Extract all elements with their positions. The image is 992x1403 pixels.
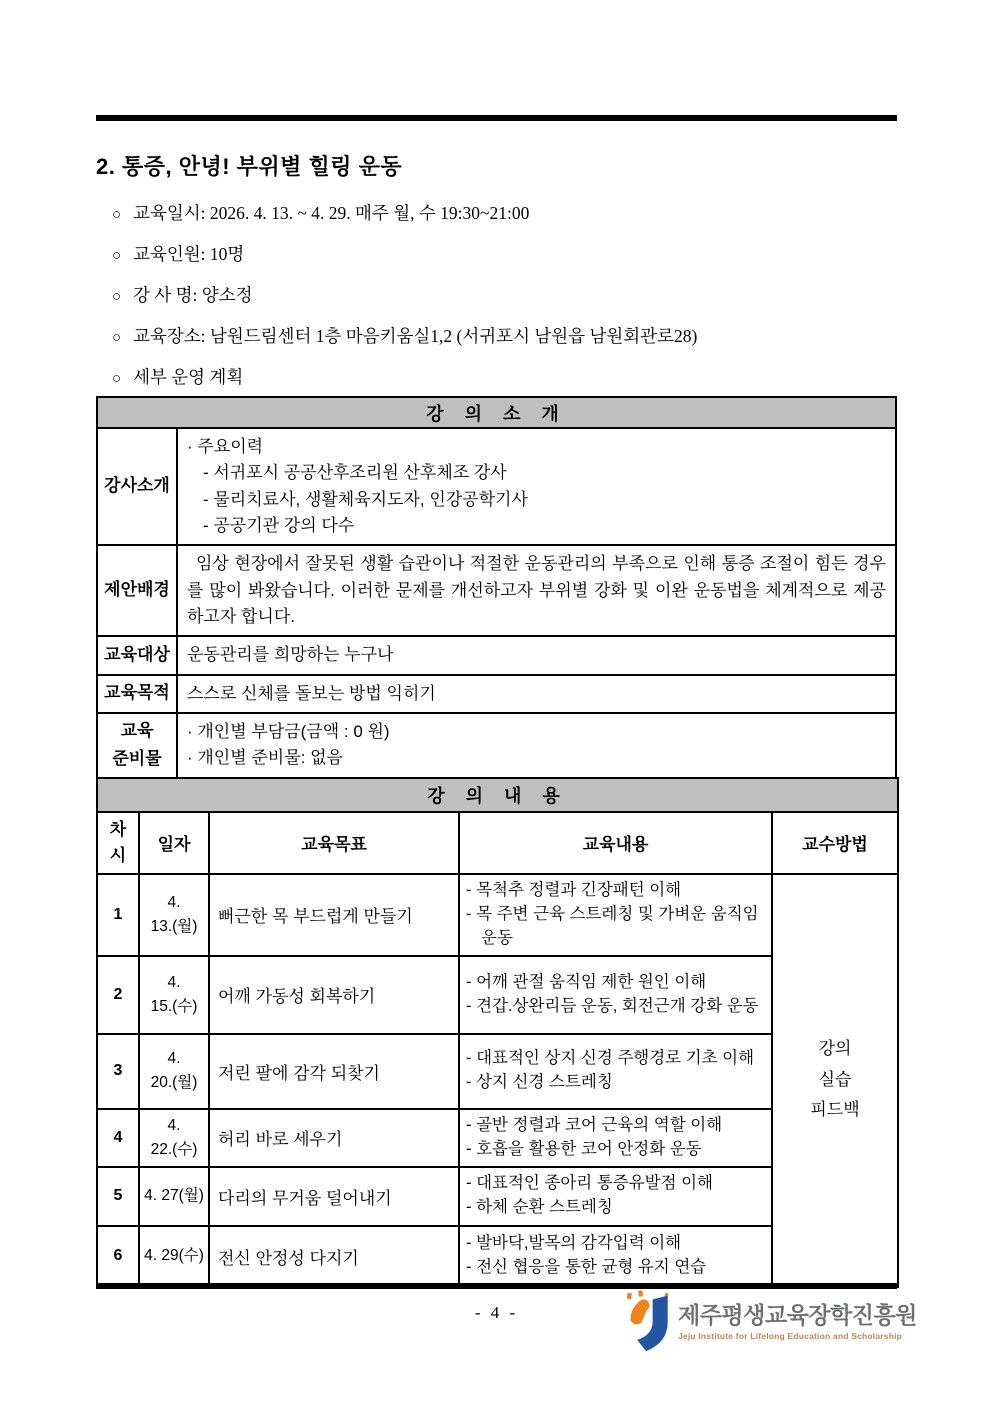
date-line: 22.(수) (150, 1140, 198, 1158)
list-item (112, 202, 902, 226)
content-line: - 목척추 정렬과 긴장패턴 이해 (466, 880, 682, 899)
circle-bullet-icon: ○ (112, 289, 122, 305)
circle-bullet-icon: ○ (112, 371, 122, 387)
session-date (139, 1167, 209, 1226)
session-number: 2 (97, 956, 139, 1034)
materials-line: · 개인별 준비물: 없음 (187, 748, 343, 768)
org-name-english: Jeju Institute for Lifelong Education and Scholarship (678, 1331, 903, 1342)
list-item (112, 243, 902, 267)
page-number: - 4 - (474, 1303, 519, 1322)
content-line: - 어깨 관절 움직임 제한 원인 이해 (466, 972, 707, 991)
tables-container (96, 396, 897, 1288)
bullet-text-capacity: 교육인원: 10명 (133, 244, 245, 264)
date-line: 4. (167, 1116, 181, 1134)
date-line: 4. 27(월) (144, 1187, 204, 1205)
date-line: 4. (167, 893, 181, 911)
col-header-content: 교육내용 (459, 812, 772, 874)
method-line: 강의 (818, 1039, 852, 1059)
col-header-method: 교수방법 (772, 812, 898, 874)
content-line: - 견갑.상완리듬 운동, 회전근개 강화 운동 (466, 996, 759, 1015)
table-row (97, 428, 896, 545)
session-content (459, 1034, 772, 1109)
content-table-title: 강 의 내 용 (97, 778, 898, 812)
session-date (139, 1226, 209, 1287)
date-line: 20.(월) (150, 1074, 198, 1092)
content-line: - 목 주변 근육 스트레칭 및 가벼운 움직임 운동 (466, 904, 759, 947)
circle-bullet-icon: ○ (112, 330, 122, 346)
content-line: - 상지 신경 스트레칭 (466, 1073, 613, 1092)
session-goal: 어깨 가동성 회복하기 (209, 956, 459, 1034)
page-title: 2. 통증, 안녕! 부위별 힐링 운동 (96, 154, 403, 179)
table-row (97, 874, 898, 956)
profile-line: - 물리치료사, 생활체육지도자, 인강공학기사 (203, 489, 528, 509)
table-row (97, 397, 896, 428)
date-line: 4. 29(수) (144, 1247, 204, 1265)
bullet-text-plan: 세부 운영 계획 (133, 367, 244, 387)
col-header-session: 차시 (97, 812, 139, 874)
content-line: - 대표적인 종아리 통증유발점 이해 (466, 1174, 713, 1193)
session-content (459, 956, 772, 1034)
date-line: 4. (167, 1050, 181, 1068)
label-line: 준비물 (112, 749, 162, 769)
content-line: - 발바닥,발목의 감각입력 이해 (466, 1234, 682, 1253)
circle-bullet-icon: ○ (112, 207, 122, 223)
table-row (97, 713, 896, 778)
content-line: - 하체 순환 스트레칭 (466, 1198, 613, 1217)
teaching-method-cell (772, 874, 898, 1287)
session-number: 3 (97, 1034, 139, 1109)
session-goal: 저린 팔에 감각 되찾기 (209, 1034, 459, 1109)
materials-cell (177, 713, 896, 778)
circle-bullet-icon: ○ (112, 248, 122, 264)
intro-table-title: 강 의 소 개 (97, 397, 896, 428)
row-label-target: 교육대상 (97, 636, 177, 674)
table-row (97, 545, 896, 636)
content-line: - 골반 정렬과 코어 근육의 역할 이해 (466, 1115, 723, 1134)
list-item (112, 325, 902, 349)
session-content (459, 1167, 772, 1226)
content-line: - 대표적인 상지 신경 주행경로 기초 이해 (466, 1049, 755, 1068)
col-header-date: 일자 (139, 812, 209, 874)
method-line: 실습 (818, 1069, 852, 1089)
date-line: 15.(수) (150, 997, 198, 1015)
session-goal: 다리의 무거움 덜어내기 (209, 1167, 459, 1226)
label-line: 교육 (120, 720, 154, 740)
date-line: 4. (167, 973, 181, 991)
row-label-materials (97, 713, 177, 778)
session-date (139, 1034, 209, 1109)
course-content-table (96, 777, 899, 1288)
bullet-list (112, 202, 902, 407)
session-date (139, 874, 209, 956)
date-line: 13.(월) (150, 917, 198, 935)
session-content (459, 874, 772, 956)
table-header-row (97, 812, 898, 874)
course-intro-table (96, 396, 897, 779)
session-content (459, 1109, 772, 1167)
profile-line: · 주요이력 (187, 437, 264, 456)
method-line: 피드백 (810, 1100, 860, 1120)
session-goal: 전신 안정성 다지기 (209, 1226, 459, 1287)
target-cell: 운동관리를 희망하는 누구나 (177, 636, 896, 674)
profile-line: - 공공기관 강의 다수 (203, 516, 355, 536)
content-line: - 호흡을 활용한 코어 안정화 운동 (466, 1139, 702, 1158)
instructor-profile-cell (177, 428, 896, 545)
org-logo-text (678, 1303, 917, 1341)
session-number: 6 (97, 1226, 139, 1287)
col-header-goal: 교육목표 (209, 812, 459, 874)
bullet-text-location: 교육장소: 남원드림센터 1층 마음키움실1,2 (서귀포시 남원읍 남원회관로28) (133, 326, 698, 346)
session-number: 1 (97, 874, 139, 956)
table-row (97, 636, 896, 674)
bullet-text-instructor: 강 사 명: 양소정 (133, 285, 253, 305)
row-label-background: 제안배경 (97, 545, 177, 636)
row-label-purpose: 교육목적 (97, 675, 177, 713)
table-row (97, 675, 896, 713)
org-logo (624, 1290, 917, 1354)
content-line: - 전신 협응을 통한 균형 유지 연습 (466, 1258, 707, 1277)
table-row (97, 778, 898, 812)
session-date (139, 956, 209, 1034)
org-logo-icon (624, 1290, 670, 1354)
profile-line: - 서귀포시 공공산후조리원 산후체조 강사 (203, 463, 507, 483)
footer-divider (96, 1283, 897, 1289)
list-item (112, 284, 902, 308)
org-name-korean: 제주평생교육장학진흥원 (678, 1301, 917, 1328)
top-divider (96, 115, 897, 121)
session-number: 4 (97, 1109, 139, 1167)
session-number: 5 (97, 1167, 139, 1226)
list-item (112, 366, 902, 390)
session-goal: 뻐근한 목 부드럽게 만들기 (209, 874, 459, 956)
materials-line: · 개인별 부담금(금액 : 0 원) (187, 722, 390, 742)
session-date (139, 1109, 209, 1167)
background-cell: 임상 현장에서 잘못된 생활 습관이나 적절한 운동관리의 부족으로 인해 통증 조절이 힘든 경우를 많이 봐왔습니다. 이러한 문제를 개선하고자 부위별 강화 및 이완 운동법을 체계적으로 제공하고자 합니다. (177, 545, 896, 636)
session-content (459, 1226, 772, 1287)
row-label-instructor: 강사소개 (97, 428, 177, 545)
session-goal: 허리 바로 세우기 (209, 1109, 459, 1167)
bullet-text-schedule: 교육일시: 2026. 4. 13. ~ 4. 29. 매주 월, 수 19:30~21:00 (133, 203, 530, 223)
purpose-cell: 스스로 신체를 돌보는 방법 익히기 (177, 675, 896, 713)
